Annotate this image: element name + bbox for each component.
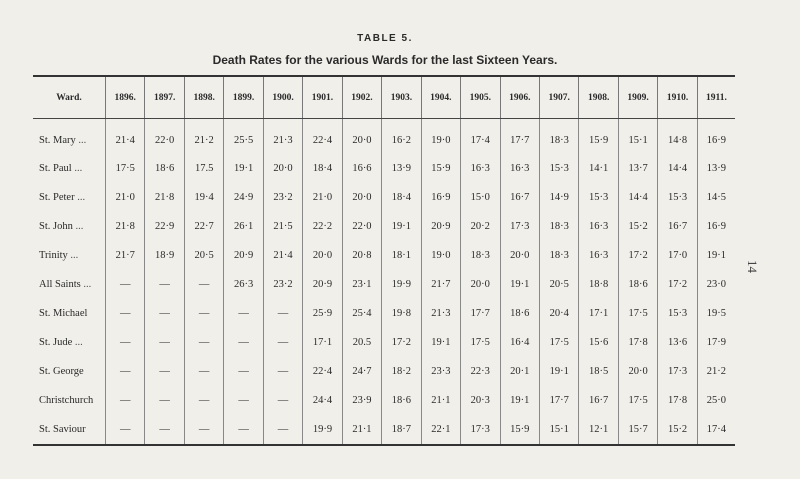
header-row	[33, 76, 735, 119]
rate-cell: 16·7	[658, 212, 697, 241]
rate-cell: 14·4	[658, 154, 697, 183]
rate-cell: 17·3	[500, 212, 539, 241]
rate-cell: 18·7	[382, 415, 421, 445]
rate-cell: 16·4	[500, 328, 539, 357]
rate-cell: 16·9	[706, 221, 727, 232]
rate-cell: 15·9	[421, 154, 460, 183]
rate-cell: 20·0	[303, 241, 342, 270]
rate-cell: 22·1	[421, 415, 460, 445]
page-number: 14	[745, 260, 760, 273]
rate-cell: 22·7	[184, 212, 223, 241]
rate-cell: 19·0	[421, 119, 460, 155]
column-header-year: 1903.	[382, 76, 421, 119]
rate-cell: 16·7	[579, 386, 618, 415]
column-header-year: 1910.	[658, 76, 697, 119]
rate-cell: 19·1	[539, 357, 578, 386]
rate-cell: —	[106, 386, 145, 415]
rate-cell: —	[263, 386, 302, 415]
table-row	[33, 212, 735, 241]
ward-name-cell	[33, 119, 106, 155]
rate-cell: 26·3	[224, 270, 263, 299]
rate-cell: 17·7	[500, 119, 539, 155]
rate-cell: 13·6	[658, 328, 697, 357]
rate-cell: 15·9	[579, 119, 618, 155]
table-row	[33, 415, 735, 445]
rate-cell: 19·9	[303, 415, 342, 445]
rate-cell: —	[145, 386, 184, 415]
rate-cell: 18·2	[382, 357, 421, 386]
rate-cell: 21·8	[106, 212, 145, 241]
rate-cell: —	[145, 299, 184, 328]
leader-dots: ...	[67, 250, 79, 261]
ward-name: St. Paul	[39, 163, 72, 174]
rate-cell: 16·2	[382, 119, 421, 155]
rate-cell: 19·1	[224, 154, 263, 183]
table-row	[33, 357, 735, 386]
rate-cell: —	[263, 299, 302, 328]
rate-cell: —	[224, 328, 263, 357]
leader-dots: ...	[72, 337, 83, 348]
rate-cell: 18·8	[579, 270, 618, 299]
ward-name: St. Jude	[39, 337, 73, 348]
column-header-year: 1906.	[500, 76, 539, 119]
rate-cell: 18·9	[145, 241, 184, 270]
table-row	[33, 154, 735, 183]
rate-cell: 17·2	[382, 328, 421, 357]
rate-cell: —	[224, 357, 263, 386]
rate-cell: 20·5	[539, 270, 578, 299]
rate-cell: 14·1	[579, 154, 618, 183]
rate-cell: —	[145, 357, 184, 386]
death-rates-table	[33, 75, 735, 446]
rate-cell: 20·3	[461, 386, 500, 415]
rate-cell: —	[106, 357, 145, 386]
rate-cell: 18·1	[382, 241, 421, 270]
rate-cell: 18·6	[500, 299, 539, 328]
rate-cell: —	[106, 415, 145, 445]
rate-cell: —	[145, 415, 184, 445]
rate-cell: 13·9	[706, 163, 727, 174]
rate-cell: 13·9	[382, 154, 421, 183]
ward-name-cell	[33, 328, 106, 357]
rate-cell: 17·8	[658, 386, 697, 415]
rate-cell: 17·2	[618, 241, 657, 270]
rate-cell: 17·4	[461, 119, 500, 155]
ward-name-cell	[33, 154, 106, 183]
rate-cell: —	[184, 386, 223, 415]
column-header-year: 1902.	[342, 76, 381, 119]
rate-cell: 19·8	[382, 299, 421, 328]
rate-cell: 18·3	[539, 119, 578, 155]
rate-cell: 20·9	[303, 270, 342, 299]
ward-name: St. Michael	[39, 308, 88, 319]
rate-cell: 20·4	[539, 299, 578, 328]
rate-cell: 16·3	[579, 241, 618, 270]
rate-cell: 23·1	[342, 270, 381, 299]
rate-cell: 20·1	[500, 357, 539, 386]
rate-cell: 21·7	[421, 270, 460, 299]
rate-cell: —	[184, 328, 223, 357]
table-row	[33, 241, 735, 270]
leader-dots: ...	[71, 163, 83, 174]
table-row	[33, 119, 735, 155]
rate-cell: 23·3	[421, 357, 460, 386]
column-header-year: 1907.	[539, 76, 578, 119]
rate-cell: —	[263, 328, 302, 357]
ward-name: All Saints	[39, 279, 81, 290]
leader-dots: ...	[75, 135, 87, 146]
rate-cell: 21·1	[421, 386, 460, 415]
rate-cell: 22·0	[145, 119, 184, 155]
rate-cell: —	[184, 415, 223, 445]
rate-cell: 15·0	[461, 183, 500, 212]
rate-cell: 20·0	[342, 183, 381, 212]
rate-cell: 15·9	[500, 415, 539, 445]
rate-cell: 14·5	[706, 192, 727, 203]
rate-cell: 22·9	[145, 212, 184, 241]
rate-cell: 14·9	[539, 183, 578, 212]
rate-cell: 22·4	[303, 119, 342, 155]
rate-cell: 16·6	[342, 154, 381, 183]
rate-cell: 15·3	[539, 154, 578, 183]
rate-cell: —	[184, 357, 223, 386]
leader-dots: ...	[80, 279, 92, 290]
rate-cell: —	[224, 415, 263, 445]
rate-cell: 16·3	[579, 212, 618, 241]
column-header-year: 1897.	[145, 76, 184, 119]
ward-name-cell	[33, 415, 106, 445]
column-header-year: 1896.	[106, 76, 145, 119]
ward-name-cell	[33, 212, 106, 241]
rate-cell: 15·2	[618, 212, 657, 241]
rate-cell: 17·5	[461, 328, 500, 357]
rate-cell: 18·4	[382, 183, 421, 212]
table-row	[33, 299, 735, 328]
rate-cell: 17·1	[303, 328, 342, 357]
column-header-year: 1905.	[461, 76, 500, 119]
column-header-year: 1909.	[618, 76, 657, 119]
column-header-year: 1911.	[697, 76, 735, 119]
rate-cell: 23·2	[263, 183, 302, 212]
rate-cell: 19·1	[500, 270, 539, 299]
rate-cell: 18·4	[303, 154, 342, 183]
rate-cell: 18·3	[539, 212, 578, 241]
table-row	[33, 386, 735, 415]
rate-cell: 20·2	[461, 212, 500, 241]
rate-cell: 16·3	[500, 154, 539, 183]
rate-cell: 17·7	[539, 386, 578, 415]
rate-cell: 18·6	[145, 154, 184, 183]
rate-cell: 19·1	[421, 328, 460, 357]
rate-cell: 17·0	[658, 241, 697, 270]
table-row	[33, 328, 735, 357]
rate-cell: —	[145, 270, 184, 299]
rate-cell: 22·0	[342, 212, 381, 241]
rate-cell: 18·6	[382, 386, 421, 415]
rate-cell: —	[184, 270, 223, 299]
rate-cell: 21·4	[106, 119, 145, 155]
rate-cell: 21·7	[106, 241, 145, 270]
ward-name-cell	[33, 299, 106, 328]
ward-name: St. George	[39, 366, 84, 377]
rate-cell: 21·0	[303, 183, 342, 212]
rate-cell: 18·6	[618, 270, 657, 299]
rate-cell: 24·4	[303, 386, 342, 415]
rate-cell: 21·0	[106, 183, 145, 212]
rate-cell: 15·2	[658, 415, 697, 445]
column-header-year: 1901.	[303, 76, 342, 119]
rate-cell: 20·0	[342, 119, 381, 155]
column-header-year: 1898.	[184, 76, 223, 119]
rate-cell: 20·0	[618, 357, 657, 386]
rate-cell: 25·9	[303, 299, 342, 328]
rate-cell: 15·3	[579, 183, 618, 212]
table-title: TABLE 5.	[357, 33, 413, 44]
rate-cell: 19·5	[706, 308, 727, 319]
rate-cell: 17·5	[106, 154, 145, 183]
rate-cell: 22·3	[461, 357, 500, 386]
rate-cell: 25·0	[706, 395, 727, 406]
rate-cell: —	[224, 299, 263, 328]
rate-cell: 17·3	[461, 415, 500, 445]
rate-cell: 20·0	[263, 154, 302, 183]
rate-cell: 12·1	[579, 415, 618, 445]
ward-name-cell	[33, 241, 106, 270]
rate-cell: 21·4	[263, 241, 302, 270]
rate-cell: 19·0	[421, 241, 460, 270]
rate-cell: 21·3	[421, 299, 460, 328]
rate-cell: 20·9	[224, 241, 263, 270]
leader-dots: ...	[74, 192, 86, 203]
table-body	[33, 119, 735, 446]
rate-cell: 21·2	[184, 119, 223, 155]
rate-cell: —	[224, 386, 263, 415]
rate-cell: 24·7	[342, 357, 381, 386]
rate-cell: 19·9	[382, 270, 421, 299]
table-subtitle: Death Rates for the various Wards for the last Sixteen Years.	[212, 53, 558, 67]
rate-cell: —	[106, 328, 145, 357]
rate-cell: 19·1	[382, 212, 421, 241]
rate-cell: 19·1	[706, 250, 727, 261]
rate-cell: 21·5	[263, 212, 302, 241]
rate-cell: 21·3	[263, 119, 302, 155]
ward-name-cell	[33, 386, 106, 415]
rate-cell: 15·1	[618, 119, 657, 155]
rate-cell: 25·5	[224, 119, 263, 155]
rate-cell: 22·2	[303, 212, 342, 241]
rate-cell: 16·9	[706, 135, 727, 146]
rate-cell: 21·2	[706, 366, 727, 377]
rate-cell: 20·0	[500, 241, 539, 270]
rate-cell: 17·8	[618, 328, 657, 357]
rate-cell: 23·0	[706, 279, 727, 290]
rate-cell: 17·9	[706, 337, 727, 348]
ward-name: St. Peter	[39, 192, 75, 203]
rate-cell: 20·5	[184, 241, 223, 270]
rate-cell: —	[106, 299, 145, 328]
rate-cell: —	[184, 299, 223, 328]
ward-name-cell	[33, 357, 106, 386]
ward-name: St. Saviour	[39, 424, 86, 435]
table-row	[33, 270, 735, 299]
rate-cell: 14·8	[658, 119, 697, 155]
rate-cell: 19·1	[500, 386, 539, 415]
rate-cell: 17·5	[618, 299, 657, 328]
rate-cell: —	[263, 357, 302, 386]
rate-cell: —	[106, 270, 145, 299]
ward-name: St. John	[39, 221, 73, 232]
rate-cell: 20·0	[461, 270, 500, 299]
rate-cell: 15·6	[579, 328, 618, 357]
rate-cell: 15·3	[658, 299, 697, 328]
rate-cell: 21·8	[145, 183, 184, 212]
rate-cell: 26·1	[224, 212, 263, 241]
rate-cell: 23·9	[342, 386, 381, 415]
rate-cell: 17·5	[539, 328, 578, 357]
rate-cell: 24·9	[224, 183, 263, 212]
column-header-year: 1908.	[579, 76, 618, 119]
rate-cell: 20.5	[342, 328, 381, 357]
table-row	[33, 183, 735, 212]
column-header-year: 1904.	[421, 76, 460, 119]
rate-cell: 25·4	[342, 299, 381, 328]
ward-name-cell	[33, 270, 106, 299]
rate-cell: 22·4	[303, 357, 342, 386]
rate-cell: 18·5	[579, 357, 618, 386]
rate-cell: 15·7	[618, 415, 657, 445]
rate-cell: 16·3	[461, 154, 500, 183]
rate-cell: 21·1	[342, 415, 381, 445]
rate-cell: —	[263, 415, 302, 445]
column-header-ward: Ward.	[33, 76, 106, 119]
rate-cell: 17·7	[461, 299, 500, 328]
ward-name: St. Mary	[39, 135, 76, 146]
rate-cell: —	[145, 328, 184, 357]
column-header-year: 1900.	[263, 76, 302, 119]
leader-dots: ...	[72, 221, 84, 232]
rate-cell: 13·7	[618, 154, 657, 183]
rate-cell: 17·4	[706, 424, 727, 435]
rate-cell: 17·1	[579, 299, 618, 328]
rate-cell: 18·3	[539, 241, 578, 270]
rate-cell: 23·2	[263, 270, 302, 299]
rate-cell: 19·4	[184, 183, 223, 212]
rate-cell: 16·7	[500, 183, 539, 212]
rate-cell: 15·1	[539, 415, 578, 445]
column-header-year: 1899.	[224, 76, 263, 119]
rate-cell: 18·3	[461, 241, 500, 270]
rate-cell: 14·4	[618, 183, 657, 212]
ward-name-cell	[33, 183, 106, 212]
rate-cell: 17·5	[618, 386, 657, 415]
ward-name: Christchurch	[39, 395, 94, 406]
rate-cell: 20·8	[342, 241, 381, 270]
rate-cell: 20·9	[421, 212, 460, 241]
rate-cell: 17·2	[658, 270, 697, 299]
ward-name: Trinity	[39, 250, 68, 261]
rate-cell: 17·3	[658, 357, 697, 386]
rate-cell: 15·3	[658, 183, 697, 212]
rate-cell: 16·9	[421, 183, 460, 212]
rate-cell: 17.5	[184, 154, 223, 183]
